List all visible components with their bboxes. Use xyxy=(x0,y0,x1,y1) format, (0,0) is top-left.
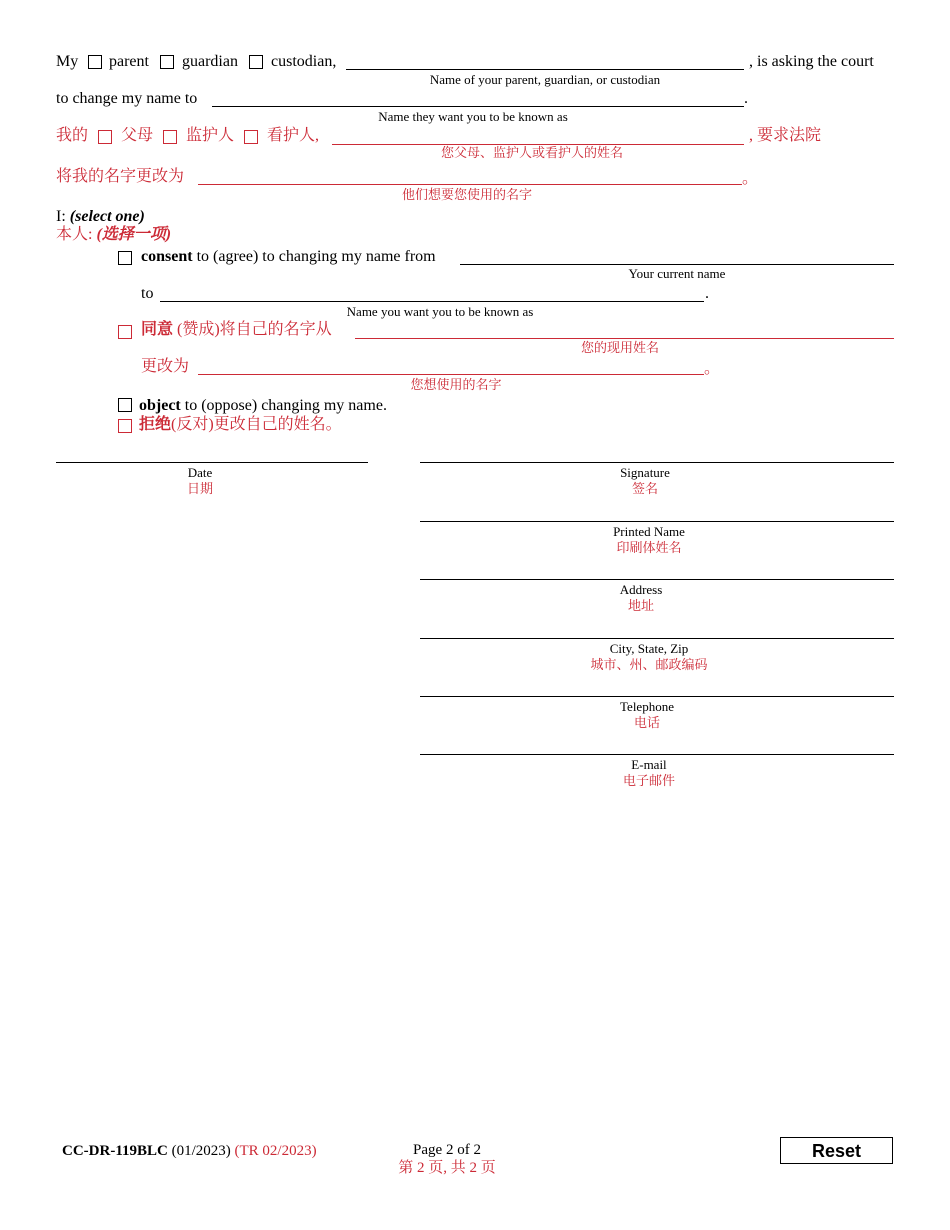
custodian-zh-label: 看护人, xyxy=(267,127,320,144)
address-zh-label: 地址 xyxy=(627,598,654,613)
guardian-zh-label: 监护人 xyxy=(186,127,235,144)
custodian-zh-checkbox[interactable] xyxy=(244,130,258,144)
form-id: CC-DR-119BLC xyxy=(62,1143,168,1159)
printed-name-field[interactable] xyxy=(420,521,894,522)
consent-checkbox[interactable] xyxy=(118,251,132,265)
printed-name-caption xyxy=(412,524,886,556)
email-field[interactable] xyxy=(420,754,894,755)
telephone-caption xyxy=(410,699,884,731)
telephone-field[interactable] xyxy=(420,696,894,697)
intro-period: . xyxy=(744,90,748,107)
consent-zh-period: 。 xyxy=(704,360,721,377)
consent-zh-bold: 同意 xyxy=(141,321,174,338)
signature-caption xyxy=(408,465,882,497)
select-zh-label: 本人: xyxy=(56,226,93,243)
current-name-zh-caption: 您的现用姓名 xyxy=(580,340,659,355)
parent-name-field[interactable] xyxy=(346,69,744,70)
page-label: Page 2 of 2 xyxy=(413,1142,481,1158)
object-zh-rest: (反对)更改自己的姓名。 xyxy=(171,416,342,433)
email-zh-label: 电子邮件 xyxy=(622,773,675,788)
consent-text xyxy=(141,248,436,266)
select-one-zh-label xyxy=(56,226,171,244)
consent-zh-to: 更改为 xyxy=(141,358,190,375)
page-number xyxy=(380,1141,514,1177)
city-state-zip-zh-label: 城市、州、邮政编码 xyxy=(590,657,708,672)
signature-label: Signature xyxy=(620,465,670,480)
consent-period: . xyxy=(705,285,709,302)
form-id-footer xyxy=(62,1143,317,1160)
printed-name-label: Printed Name xyxy=(613,524,685,539)
page-zh-label: 第 2 页, 共 2 页 xyxy=(398,1160,496,1176)
city-state-zip-label: City, State, Zip xyxy=(609,641,689,656)
object-zh-checkbox[interactable] xyxy=(118,419,132,433)
known-as-zh-caption: 他们想要您使用的名字 xyxy=(401,187,532,202)
want-name-zh-caption: 您想使用的名字 xyxy=(410,377,502,392)
date-label: Date xyxy=(187,465,213,480)
intro-zh-my: 我的 xyxy=(56,127,89,144)
current-name-zh-field[interactable] xyxy=(355,338,894,339)
object-rest: to (oppose) changing my name. xyxy=(184,397,387,414)
change-to-zh-text: 将我的名字更改为 xyxy=(56,168,185,185)
want-name-field[interactable] xyxy=(160,301,704,302)
object-text xyxy=(139,397,387,415)
object-zh-text xyxy=(139,416,342,434)
reset-button[interactable]: Reset xyxy=(780,1137,893,1164)
parent-zh-label: 父母 xyxy=(121,127,154,144)
date-caption xyxy=(56,465,344,497)
address-caption xyxy=(404,582,878,614)
address-field[interactable] xyxy=(420,579,894,580)
date-field[interactable] xyxy=(56,462,368,463)
asking-court-text: , is asking the court xyxy=(749,53,874,70)
intro-zh-period: 。 xyxy=(742,170,759,187)
parent-zh-checkbox[interactable] xyxy=(98,130,112,144)
printed-name-zh-label: 印刷体姓名 xyxy=(616,540,682,555)
select-one-label xyxy=(56,208,145,226)
select-label-i: I: xyxy=(56,208,66,225)
guardian-zh-checkbox[interactable] xyxy=(163,130,177,144)
email-caption xyxy=(412,757,886,789)
telephone-label: Telephone xyxy=(620,699,674,714)
email-label: E-mail xyxy=(631,757,667,772)
current-name-caption: Your current name xyxy=(628,266,726,281)
intro-my: My xyxy=(56,53,79,70)
known-as-zh-field[interactable] xyxy=(198,184,742,185)
city-state-zip-caption xyxy=(412,641,886,673)
object-bold: object xyxy=(139,397,181,414)
want-name-caption: Name you want you to be known as xyxy=(346,304,534,319)
current-name-field[interactable] xyxy=(460,264,894,265)
form-date: (01/2023) xyxy=(171,1143,231,1159)
consent-zh-rest: (赞成)将自己的名字从 xyxy=(177,321,332,338)
object-zh-bold: 拒绝 xyxy=(139,416,172,433)
guardian-checkbox[interactable] xyxy=(160,55,174,69)
address-label: Address xyxy=(619,582,663,597)
guardian-label: guardian xyxy=(182,53,238,70)
select-zh-label-em: (选择一项) xyxy=(96,226,172,243)
want-name-zh-field[interactable] xyxy=(198,374,704,375)
signature-zh-label: 签名 xyxy=(631,481,658,496)
telephone-zh-label: 电话 xyxy=(633,715,660,730)
parent-name-zh-caption: 您父母、监护人或看护人的姓名 xyxy=(440,145,623,160)
parent-name-caption: Name of your parent, guardian, or custodian xyxy=(429,72,661,87)
parent-label: parent xyxy=(109,53,149,70)
consent-rest: to (agree) to changing my name from xyxy=(196,248,436,265)
date-zh-label: 日期 xyxy=(186,481,213,496)
known-as-field[interactable] xyxy=(212,106,744,107)
custodian-checkbox[interactable] xyxy=(249,55,263,69)
custodian-label: custodian, xyxy=(271,53,337,70)
known-as-caption: Name they want you to be known as xyxy=(378,109,568,124)
translation-date: (TR 02/2023) xyxy=(234,1143,317,1159)
consent-to: to xyxy=(141,285,154,302)
select-label-em: (select one) xyxy=(69,208,145,225)
signature-field[interactable] xyxy=(420,462,894,463)
consent-zh-checkbox[interactable] xyxy=(118,325,132,339)
city-state-zip-field[interactable] xyxy=(420,638,894,639)
parent-checkbox[interactable] xyxy=(88,55,102,69)
object-checkbox[interactable] xyxy=(118,398,132,412)
consent-bold: consent xyxy=(141,248,193,265)
change-to-text: to change my name to xyxy=(56,90,198,107)
consent-zh-text xyxy=(141,321,332,339)
asking-court-zh-text: , 要求法院 xyxy=(749,127,822,144)
